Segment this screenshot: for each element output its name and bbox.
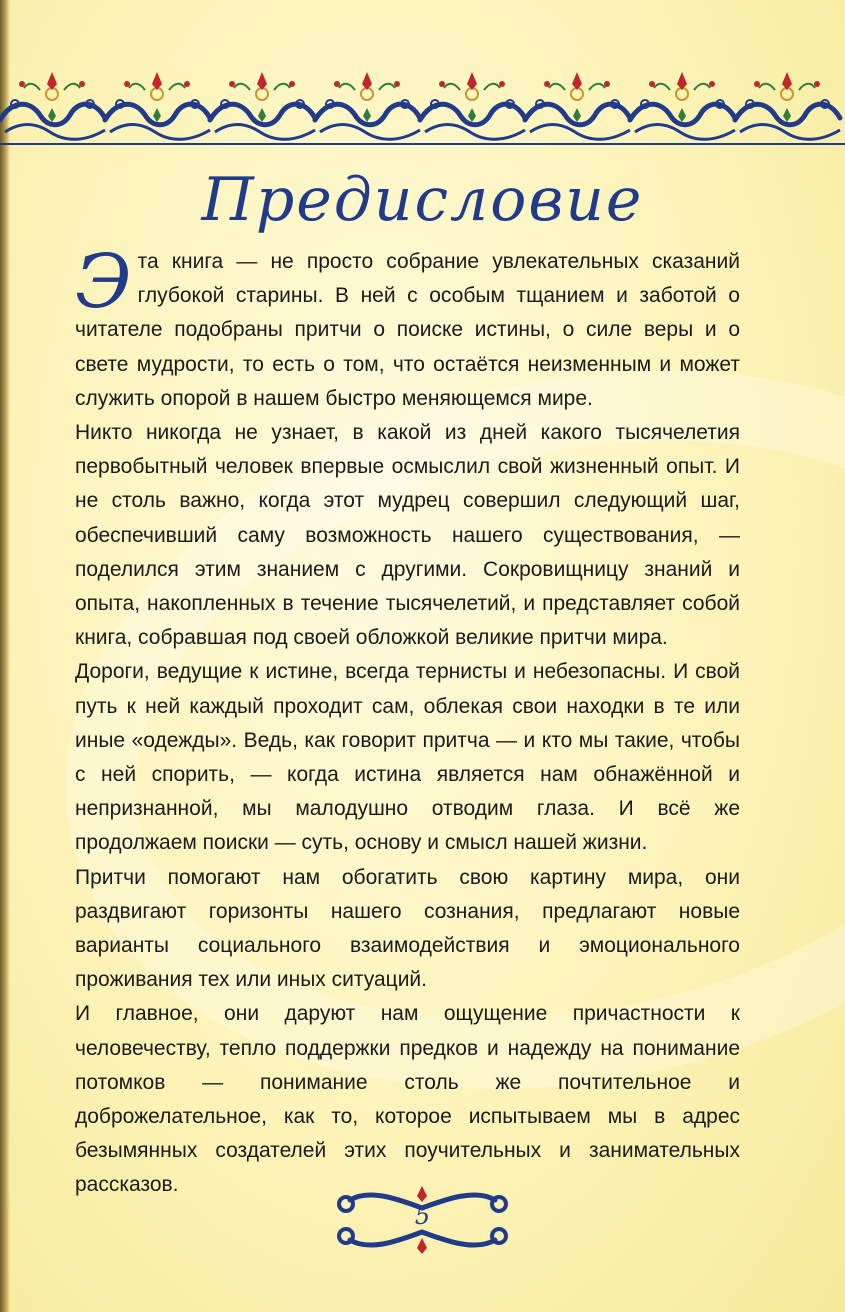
paragraph-3: Дороги, ведущие к истине, всегда тернисты и небезопасны. И свой путь к ней каждый проходит сам, облекая свои находки в те или иные «одежды». Ведь, как говорит притча — и кто мы такие, чтобы с ней спорить, — когда истина является нам обнажённой и непризнанной, мы малодушно отводим глаза. И всё же продолжаем поиски — суть, основу и смысл нашей жизни. bbox=[75, 660, 740, 855]
preface-text bbox=[75, 239, 740, 1203]
bottom-ornament-top-bud bbox=[417, 1186, 427, 1202]
page-title: Предисловие bbox=[201, 165, 644, 235]
paragraph-1 bbox=[75, 239, 740, 416]
paragraph-4: Притчи помогают нам обогатить свою картину мира, они раздвигают горизонты нашего сознания, предлагают новые варианты социального взаимодействия и эмоционального проживания тех или иных ситуаций. bbox=[75, 865, 740, 992]
paragraph-2: Никто никогда не узнает, в какой из дней какого тысячелетия первобытный человек впервые осмыслил свой жизненный опыт. И не столь важно, когда этот мудрец совершил следующий шаг, обеспечивший саму возможность нашего существования, — поделился этим знанием с другими. Сокровищницу знаний и опыта, накопленных в течение тысячелетий, и представляет собой книга, собравшая под своей обложкой великие притчи мира. bbox=[75, 421, 740, 650]
drop-cap: Э bbox=[75, 239, 132, 325]
top-ornament-border bbox=[0, 60, 845, 150]
paragraph-5: И главное, они даруют нам ощущение причастности к человечеству, тепло поддержки предков и надежду на понимание потомков — понимание столь же почтительное и доброжелательное, как то, которое испытываем мы в адрес безымянных создателей этих поучительных и занимательных рассказов. bbox=[75, 1002, 740, 1197]
page-number: 5 bbox=[414, 1202, 431, 1230]
paragraph-1-text: та книга — не просто собрание увлекательных сказаний глубокой старины. В ней с особым тщанием и заботой о читателе подобраны притчи о поиске истины, о силе веры и о свете мудрости, то есть о том, что остаётся неизменным и может служить опорой в нашем быстро меняющемся мире. bbox=[75, 250, 740, 410]
